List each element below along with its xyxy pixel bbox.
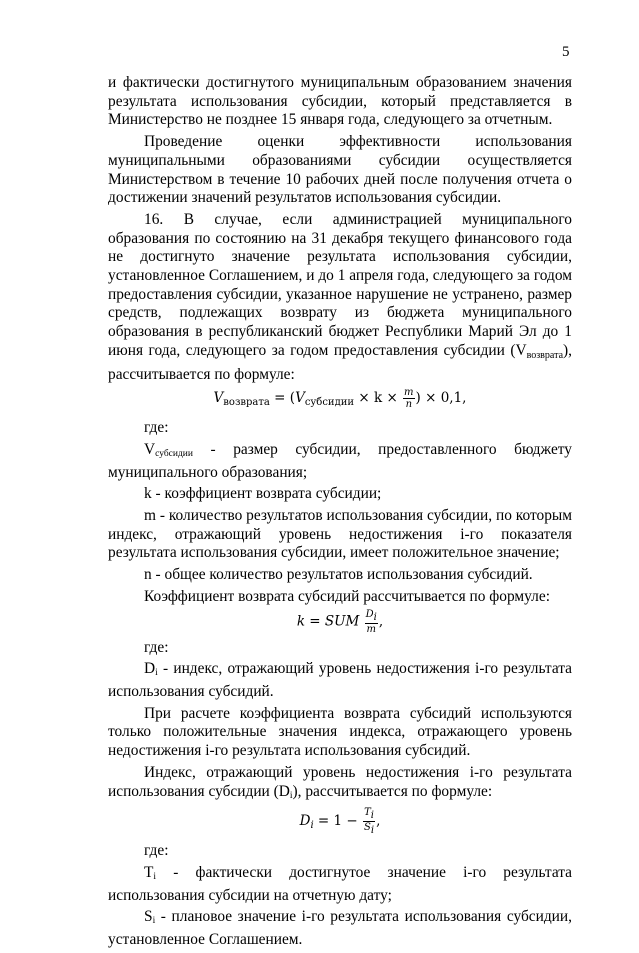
paragraph-evaluation: Проведение оценки эффективности использования муниципальными образованиями субсидии осуществляется Министерством в течение 10 рабочих дней после получения отчета о достижении значений результатов использования субсидии. [108, 133, 572, 207]
paragraph-16 [108, 211, 572, 384]
formula3-lhs: D [299, 813, 311, 830]
formula1-lhs: V [213, 390, 224, 407]
paragraph-d-intro [108, 764, 572, 805]
definition-v-subscript: субсидии [155, 448, 193, 459]
definition-t [108, 864, 572, 905]
d-intro-end: ), рассчитывается по формуле: [292, 782, 493, 800]
formula1-numerator: m [404, 387, 414, 399]
formula3-numerator-letter: T [364, 807, 371, 819]
formula2-fraction [365, 609, 378, 635]
definition-s-subscript: i [152, 916, 156, 927]
definition-d-symbol: D [144, 660, 156, 678]
formula2-numerator [365, 609, 378, 624]
document-body [108, 74, 572, 953]
formula3-denominator-sub: i [370, 825, 375, 837]
definition-n: n - общее количество результатов использования субсидий. [144, 566, 533, 584]
paragraph-positive-values: При расчете коэффициента возврата субсидий используются только положительные значения индекса, отражающего уровень недостижения i-го результата использования субсидий. [108, 704, 572, 760]
formula1-lhs-sub: возврата [223, 397, 270, 409]
definition-s-symbol: S [144, 908, 153, 926]
definition-d-subscript: i [155, 668, 158, 679]
paragraph-16-subscript: возврата [526, 349, 564, 361]
formula3-numerator-sub: i [370, 810, 374, 822]
formula1-tail: ) × 0,1, [415, 390, 467, 407]
formula3-lhs-sub: i [310, 820, 314, 832]
formula3-denominator [363, 822, 375, 836]
definition-t-subscript: i [153, 871, 157, 882]
formula2-numerator-sub: i [373, 611, 377, 623]
definition-v-subsidy [108, 441, 572, 482]
formula-refund-amount [108, 386, 572, 415]
paragraph-k-intro: Коэффициент возврата субсидий рассчитывается по формуле: [144, 587, 550, 605]
formula1-fraction [403, 387, 414, 410]
formula1-eq: = ( [269, 390, 296, 407]
definition-s-text: - плановое значение i-го результата использования субсидии, установленное Соглашением. [108, 908, 572, 949]
definition-k: k - коэффициент возврата субсидии; [144, 485, 382, 503]
formula-index [108, 807, 572, 838]
page-number: 5 [562, 44, 570, 60]
where-label-3: где: [144, 842, 169, 860]
definition-v-text: - размер субсидии, предоставленного бюджету муниципального образования; [108, 440, 572, 481]
where-label-1: где: [144, 419, 169, 437]
formula1-v: V [295, 390, 305, 407]
formula1-mid: × k × [354, 390, 403, 407]
paragraph-report-deadline: и фактически достигнутого муниципальным образованием значения результата использования субсидии, который представляется в Министерство не позднее 15 января года, следующего за отчетным. [108, 74, 572, 129]
formula2-tail: , [378, 613, 384, 630]
paragraph-16-end: ), рассчитывается по формуле: [108, 341, 572, 383]
definition-t-symbol: T [144, 863, 154, 881]
formula3-denominator-letter: S [364, 822, 371, 834]
formula1-v-sub: субсидии [304, 397, 355, 409]
formula2-denominator: m [366, 623, 376, 635]
formula-coefficient [108, 609, 572, 635]
paragraph-16-text: 16. В случае, если администрацией муниципального образования по состоянию на 31 декабря текущего финансового года не достигнуто значение результата использования субсидии, установленное Соглашением, и до 1 апреля года, следующего за годом предоставления субсидии, указанное нарушение не устранено, размер средств, подлежащих возврату из бюджета муниципального образования в республиканский бюджет Республики Марий Эл до 1 июня года, следующего за годом предоставления субсидии (V [108, 210, 573, 359]
d-intro-subscript: i [289, 790, 293, 801]
formula3-tail: , [376, 813, 381, 830]
formula2-eq: = SUM [305, 613, 364, 630]
definition-s [108, 908, 572, 949]
formula2-lhs: k [296, 613, 305, 630]
formula1-denominator: n [405, 399, 413, 411]
formula3-fraction [363, 807, 375, 836]
d-intro-text: Индекс, отражающий уровень недостижения i-го результата использования субсидии (D [108, 763, 572, 800]
formula2-numerator-letter: D [365, 608, 374, 620]
where-label-2: где: [144, 638, 169, 656]
definition-m: m - количество результатов использования субсидии, по которым индекс, отражающий уровень недостижения i-го показателя результата использования субсидии, имеет положительное значение; [108, 507, 572, 562]
definition-v-symbol: V [144, 440, 156, 458]
formula3-eq: = 1 − [313, 813, 363, 830]
formula3-numerator [363, 807, 375, 822]
definition-d [108, 660, 572, 701]
definition-d-text: - индекс, отражающий уровень недостижения i-го результата использования субсидий. [108, 660, 572, 700]
definition-t-text: - фактически достигнутое значение i-го результата использования субсидии на отчетную дату; [108, 863, 572, 904]
